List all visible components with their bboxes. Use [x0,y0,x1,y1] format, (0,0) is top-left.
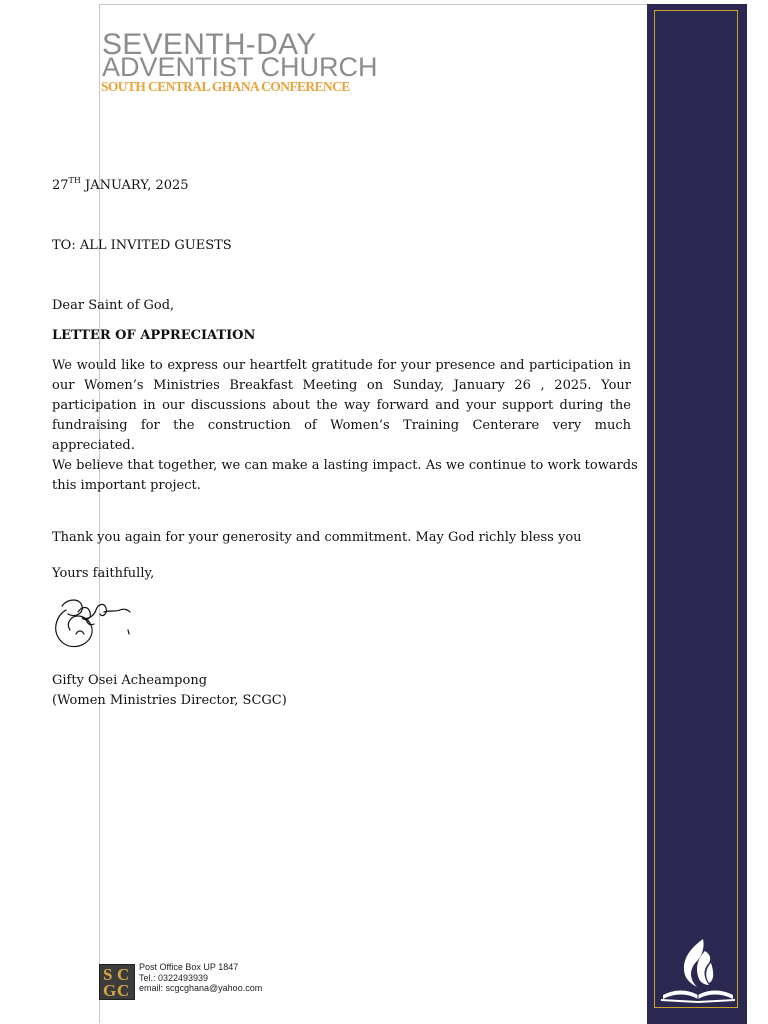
salutation: Dear Saint of God, [52,298,175,313]
closing: Yours faithfully, [52,566,155,581]
handwritten-signature [48,590,138,652]
footer-address: Post Office Box UP 1847 [139,962,239,972]
page-frame [99,4,648,1023]
paragraph-gratitude: We would like to express our heartfelt gratitude for your presence and participation in our Women’s Ministries Breakfast Meeting on Sunday, January 26 , 2025. Your participation in our discussions about the way forward and your support during the fundraising for the construction of Women’s Training Centerare very much appreciated. [52,358,631,453]
date-rest: JANUARY, 2025 [80,178,189,193]
letter-subject: LETTER OF APPRECIATION [52,328,256,343]
thanks-line: Thank you again for your generosity and commitment. May God richly bless you [52,530,582,545]
paragraph-impact [52,456,642,496]
letterhead-line2: ADVENTIST CHURCH [102,52,378,82]
scgc-logo: S C G C [99,964,135,1000]
letterhead-subtitle: SOUTH CENTRAL GHANA CONFERENCE [101,79,350,94]
letterhead [100,30,400,96]
footer-contact [139,962,262,994]
date-suffix: TH [68,176,81,185]
signer-title: (Women Ministries Director, SCGC) [52,693,287,708]
date-day: 27 [52,178,69,193]
letterhead-line1: SEVENTH-DAY [102,28,317,61]
letter-date [52,176,189,196]
footer-tel: Tel.: 0322493939 [139,972,209,983]
paragraph-impact-line1: We believe that together, we can make a lasting impact. As we continue to work towards [52,458,638,473]
signer-name: Gifty Osei Acheampong [52,673,208,688]
footer-email: email: scgcghana@yahoo.com [139,983,263,993]
paragraph-impact-line2: this important project. [52,478,201,493]
sda-flame-bible-icon [659,933,737,1005]
side-band-border [654,10,738,1008]
recipient-line: TO: ALL INVITED GUESTS [52,238,232,253]
